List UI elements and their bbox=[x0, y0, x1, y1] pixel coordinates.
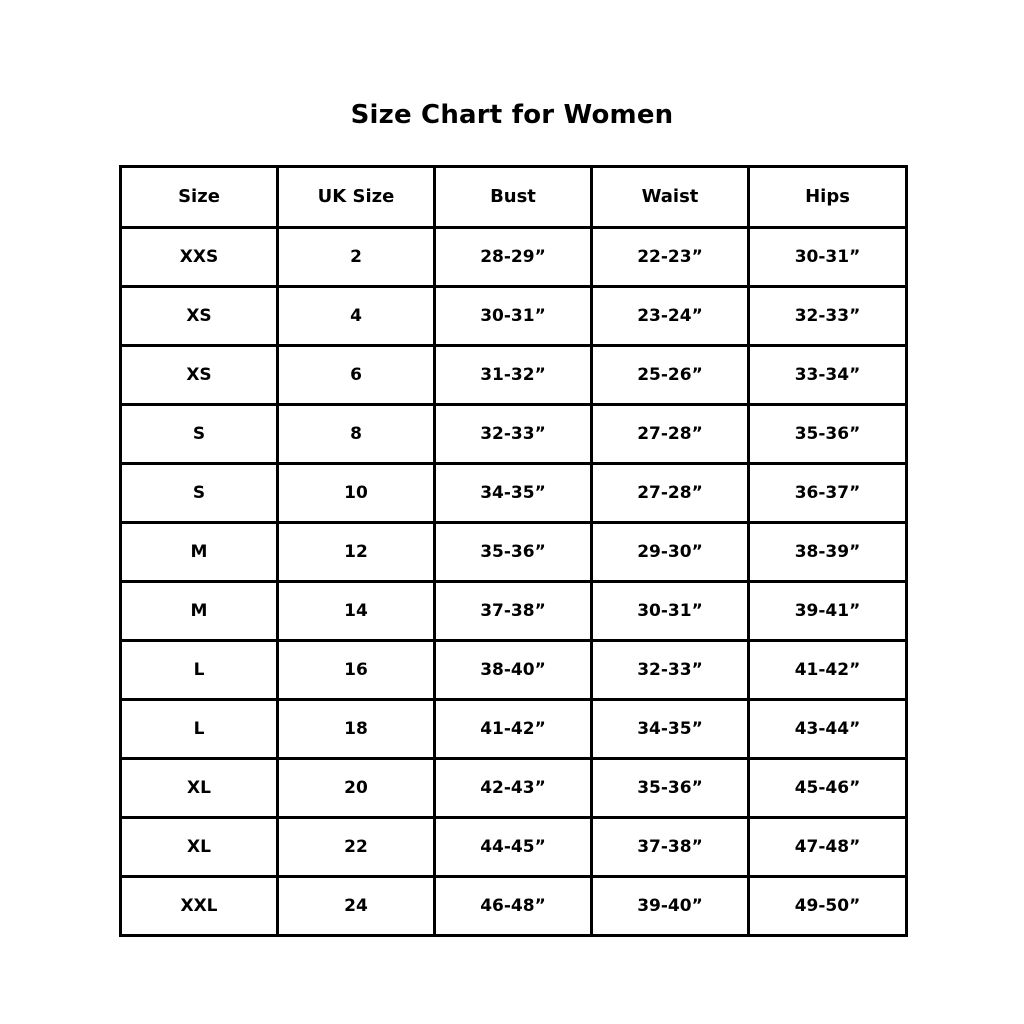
table-row bbox=[121, 346, 907, 405]
table-row bbox=[121, 641, 907, 700]
cell-hips: 47-48” bbox=[749, 818, 907, 877]
column-header-size: Size bbox=[121, 167, 278, 228]
cell-hips: 30-31” bbox=[749, 228, 907, 287]
cell-hips: 35-36” bbox=[749, 405, 907, 464]
table-row bbox=[121, 405, 907, 464]
cell-waist: 23-24” bbox=[592, 287, 749, 346]
cell-hips: 38-39” bbox=[749, 523, 907, 582]
cell-hips: 45-46” bbox=[749, 759, 907, 818]
page-title: Size Chart for Women bbox=[350, 100, 674, 130]
cell-uk-size: 8 bbox=[278, 405, 435, 464]
cell-bust: 28-29” bbox=[435, 228, 592, 287]
column-header-hips: Hips bbox=[749, 167, 907, 228]
cell-waist: 37-38” bbox=[592, 818, 749, 877]
cell-size: L bbox=[121, 700, 278, 759]
table-row bbox=[121, 582, 907, 641]
cell-hips: 33-34” bbox=[749, 346, 907, 405]
cell-uk-size: 20 bbox=[278, 759, 435, 818]
size-chart-table-container bbox=[119, 165, 905, 937]
cell-uk-size: 12 bbox=[278, 523, 435, 582]
table-row bbox=[121, 228, 907, 287]
table-row bbox=[121, 877, 907, 936]
cell-waist: 27-28” bbox=[592, 405, 749, 464]
column-header-bust: Bust bbox=[435, 167, 592, 228]
cell-size: XS bbox=[121, 287, 278, 346]
table-row bbox=[121, 700, 907, 759]
cell-uk-size: 2 bbox=[278, 228, 435, 287]
cell-size: S bbox=[121, 464, 278, 523]
cell-waist: 27-28” bbox=[592, 464, 749, 523]
cell-bust: 38-40” bbox=[435, 641, 592, 700]
cell-uk-size: 4 bbox=[278, 287, 435, 346]
cell-uk-size: 6 bbox=[278, 346, 435, 405]
table-header bbox=[121, 167, 907, 228]
cell-size: XXL bbox=[121, 877, 278, 936]
table-header-row bbox=[121, 167, 907, 228]
cell-bust: 46-48” bbox=[435, 877, 592, 936]
table-row bbox=[121, 759, 907, 818]
cell-bust: 34-35” bbox=[435, 464, 592, 523]
table-row bbox=[121, 464, 907, 523]
cell-uk-size: 24 bbox=[278, 877, 435, 936]
table-row bbox=[121, 818, 907, 877]
cell-bust: 44-45” bbox=[435, 818, 592, 877]
cell-size: XL bbox=[121, 818, 278, 877]
cell-size: M bbox=[121, 582, 278, 641]
cell-hips: 43-44” bbox=[749, 700, 907, 759]
cell-waist: 35-36” bbox=[592, 759, 749, 818]
cell-size: S bbox=[121, 405, 278, 464]
cell-size: XS bbox=[121, 346, 278, 405]
cell-bust: 42-43” bbox=[435, 759, 592, 818]
cell-waist: 29-30” bbox=[592, 523, 749, 582]
cell-hips: 39-41” bbox=[749, 582, 907, 641]
cell-size: L bbox=[121, 641, 278, 700]
cell-bust: 35-36” bbox=[435, 523, 592, 582]
cell-bust: 41-42” bbox=[435, 700, 592, 759]
cell-waist: 32-33” bbox=[592, 641, 749, 700]
cell-bust: 31-32” bbox=[435, 346, 592, 405]
cell-size: M bbox=[121, 523, 278, 582]
cell-hips: 32-33” bbox=[749, 287, 907, 346]
cell-waist: 22-23” bbox=[592, 228, 749, 287]
cell-uk-size: 22 bbox=[278, 818, 435, 877]
cell-uk-size: 14 bbox=[278, 582, 435, 641]
cell-size: XL bbox=[121, 759, 278, 818]
column-header-uk-size: UK Size bbox=[278, 167, 435, 228]
cell-hips: 36-37” bbox=[749, 464, 907, 523]
cell-uk-size: 18 bbox=[278, 700, 435, 759]
cell-hips: 49-50” bbox=[749, 877, 907, 936]
cell-hips: 41-42” bbox=[749, 641, 907, 700]
size-chart-table bbox=[119, 165, 908, 937]
cell-bust: 30-31” bbox=[435, 287, 592, 346]
column-header-waist: Waist bbox=[592, 167, 749, 228]
table-body bbox=[121, 228, 907, 936]
cell-bust: 37-38” bbox=[435, 582, 592, 641]
cell-waist: 30-31” bbox=[592, 582, 749, 641]
cell-uk-size: 10 bbox=[278, 464, 435, 523]
cell-waist: 25-26” bbox=[592, 346, 749, 405]
cell-uk-size: 16 bbox=[278, 641, 435, 700]
cell-bust: 32-33” bbox=[435, 405, 592, 464]
table-row bbox=[121, 523, 907, 582]
cell-size: XXS bbox=[121, 228, 278, 287]
table-row bbox=[121, 287, 907, 346]
cell-waist: 34-35” bbox=[592, 700, 749, 759]
cell-waist: 39-40” bbox=[592, 877, 749, 936]
